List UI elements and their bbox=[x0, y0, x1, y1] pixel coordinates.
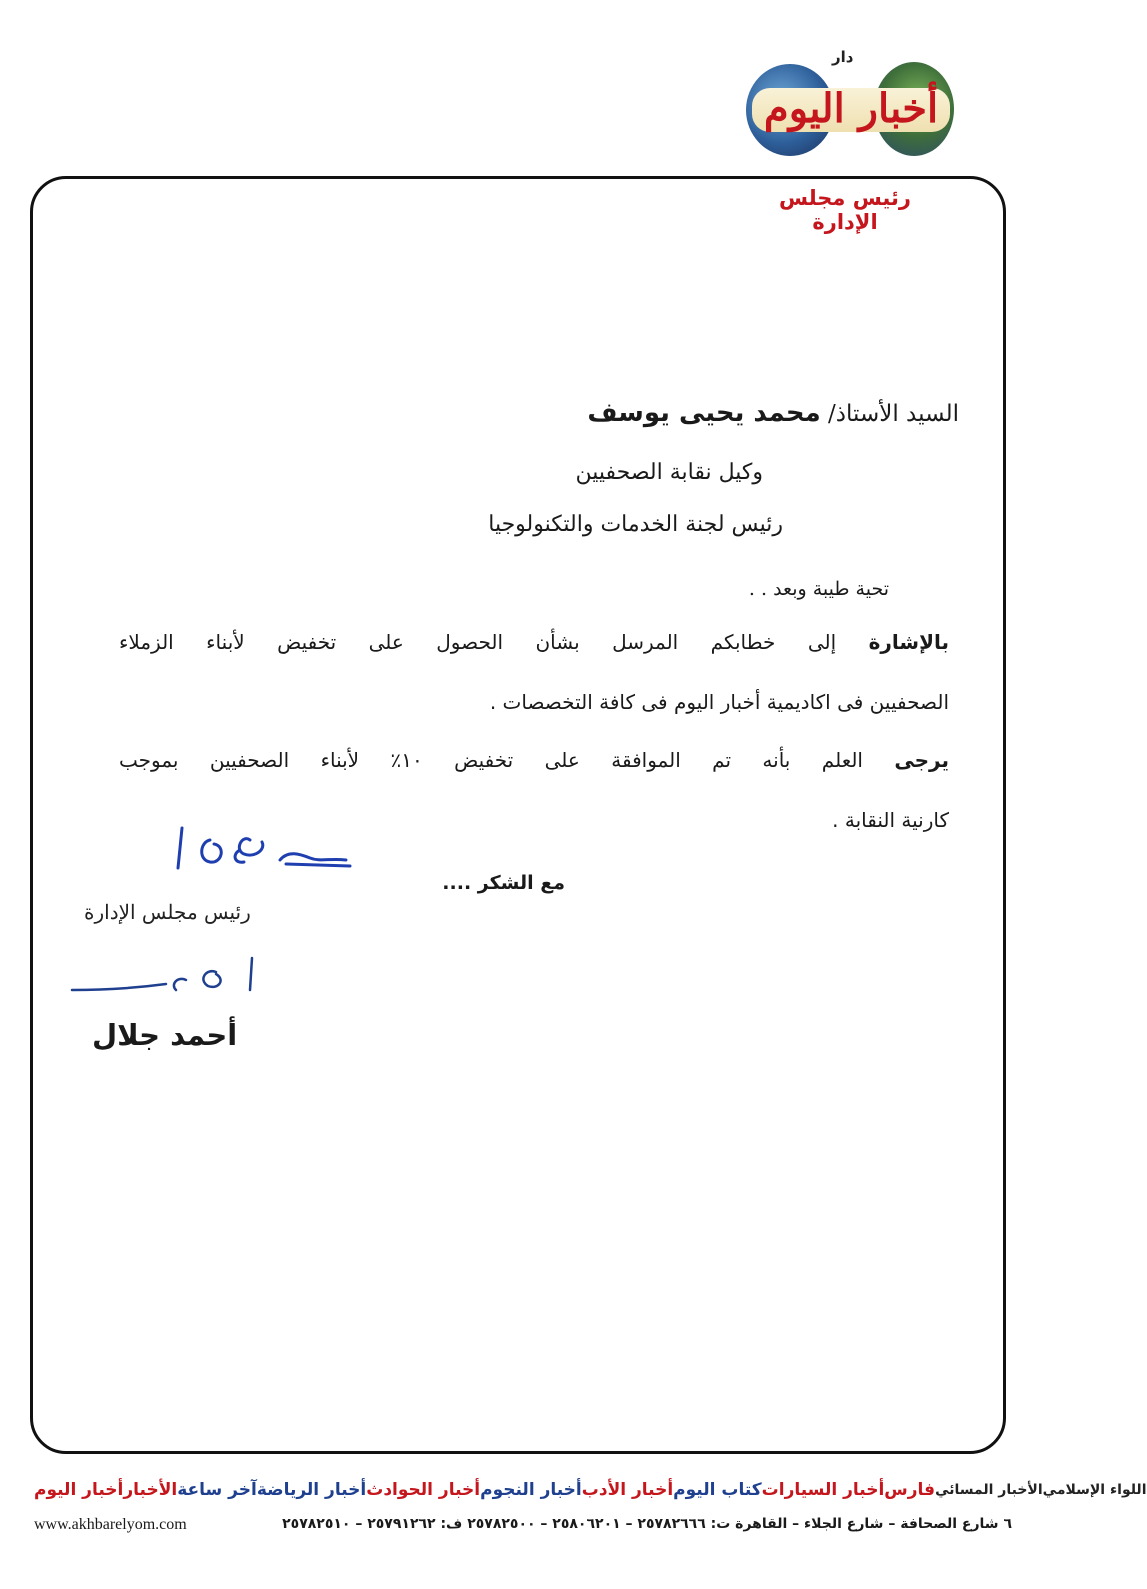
paragraph-2-lead: يرجى bbox=[894, 748, 950, 772]
paragraph-2-text: العلم بأنه تم الموافقة على تخفيض ١٠٪ لأبناء الصحفيين بموجب bbox=[119, 748, 863, 772]
paragraph-2-continued: كارنية النقابة . bbox=[832, 808, 949, 832]
footer-brand: اللواء الإسلامي bbox=[1042, 1482, 1147, 1498]
footer-brand-strip bbox=[34, 1470, 1147, 1510]
paragraph-1 bbox=[119, 630, 949, 654]
paragraph-1-lead: بالإشارة bbox=[868, 630, 950, 654]
footer-brand: كتاب اليوم bbox=[673, 1480, 762, 1500]
footer-brand: أخبار اليوم bbox=[34, 1480, 124, 1500]
footer-brand: أخبار الأدب bbox=[581, 1480, 674, 1500]
footer-brand: أخبار السيارات bbox=[761, 1480, 885, 1500]
paragraph-1-text: إلى خطابكم المرسل بشأن الحصول على تخفيض لأبناء الزملاء bbox=[119, 630, 837, 654]
footer-brand: فارس bbox=[884, 1480, 936, 1500]
signatory-name: أحمد جلال bbox=[92, 1018, 238, 1052]
akhbar-elyom-logo bbox=[740, 44, 960, 174]
footer-brand: الأخبار المسائي bbox=[935, 1482, 1043, 1498]
logo-wordmark: أخبار اليوم bbox=[763, 85, 939, 132]
handwritten-approval-signature bbox=[170, 820, 360, 890]
closing: مع الشكر .... bbox=[442, 872, 565, 894]
recipient-name: محمد يحيى يوسف bbox=[587, 398, 821, 428]
recipient-title-2: رئيس لجنة الخدمات والتكنولوجيا bbox=[488, 512, 783, 537]
footer-brand: أخبار الرياضة bbox=[256, 1480, 367, 1500]
salutation bbox=[587, 398, 959, 428]
handwritten-signature bbox=[66, 950, 276, 1010]
footer-brand: الأخبار bbox=[123, 1480, 178, 1500]
footer-brand: آخر ساعة bbox=[177, 1480, 257, 1500]
signatory-title: رئيس مجلس الإدارة bbox=[84, 900, 251, 924]
footer-address: ٦ شارع الصحافة – شارع الجلاء – القاهرة ت: ٢٥٧٨٢٦٦٦ – ٢٥٨٠٦٢٠١ – ٢٥٧٨٢٥٠٠ ف: ٢٥٧٩١٢٦٢ – ٢٥٧٨٢٥١٠ bbox=[282, 1516, 1012, 1532]
letterhead-subtitle: رئيس مجلس الإدارة bbox=[779, 186, 911, 234]
greeting: تحية طيبة وبعد . . bbox=[748, 578, 889, 600]
footer-website: www.akhbarelyom.com bbox=[34, 1516, 187, 1533]
footer-brand: أخبار النجوم bbox=[480, 1480, 582, 1500]
logo-small-text: دار bbox=[832, 48, 854, 66]
footer-brand: أخبار الحوادث bbox=[366, 1480, 481, 1500]
paragraph-2 bbox=[119, 748, 949, 772]
salutation-prefix: السيد الأستاذ/ bbox=[828, 401, 959, 427]
footer-contact-line bbox=[34, 1516, 1012, 1540]
paragraph-1-continued: الصحفيين فى اكاديمية أخبار اليوم فى كافة التخصصات . bbox=[489, 690, 949, 714]
recipient-title-1: وكيل نقابة الصحفيين bbox=[575, 460, 763, 485]
